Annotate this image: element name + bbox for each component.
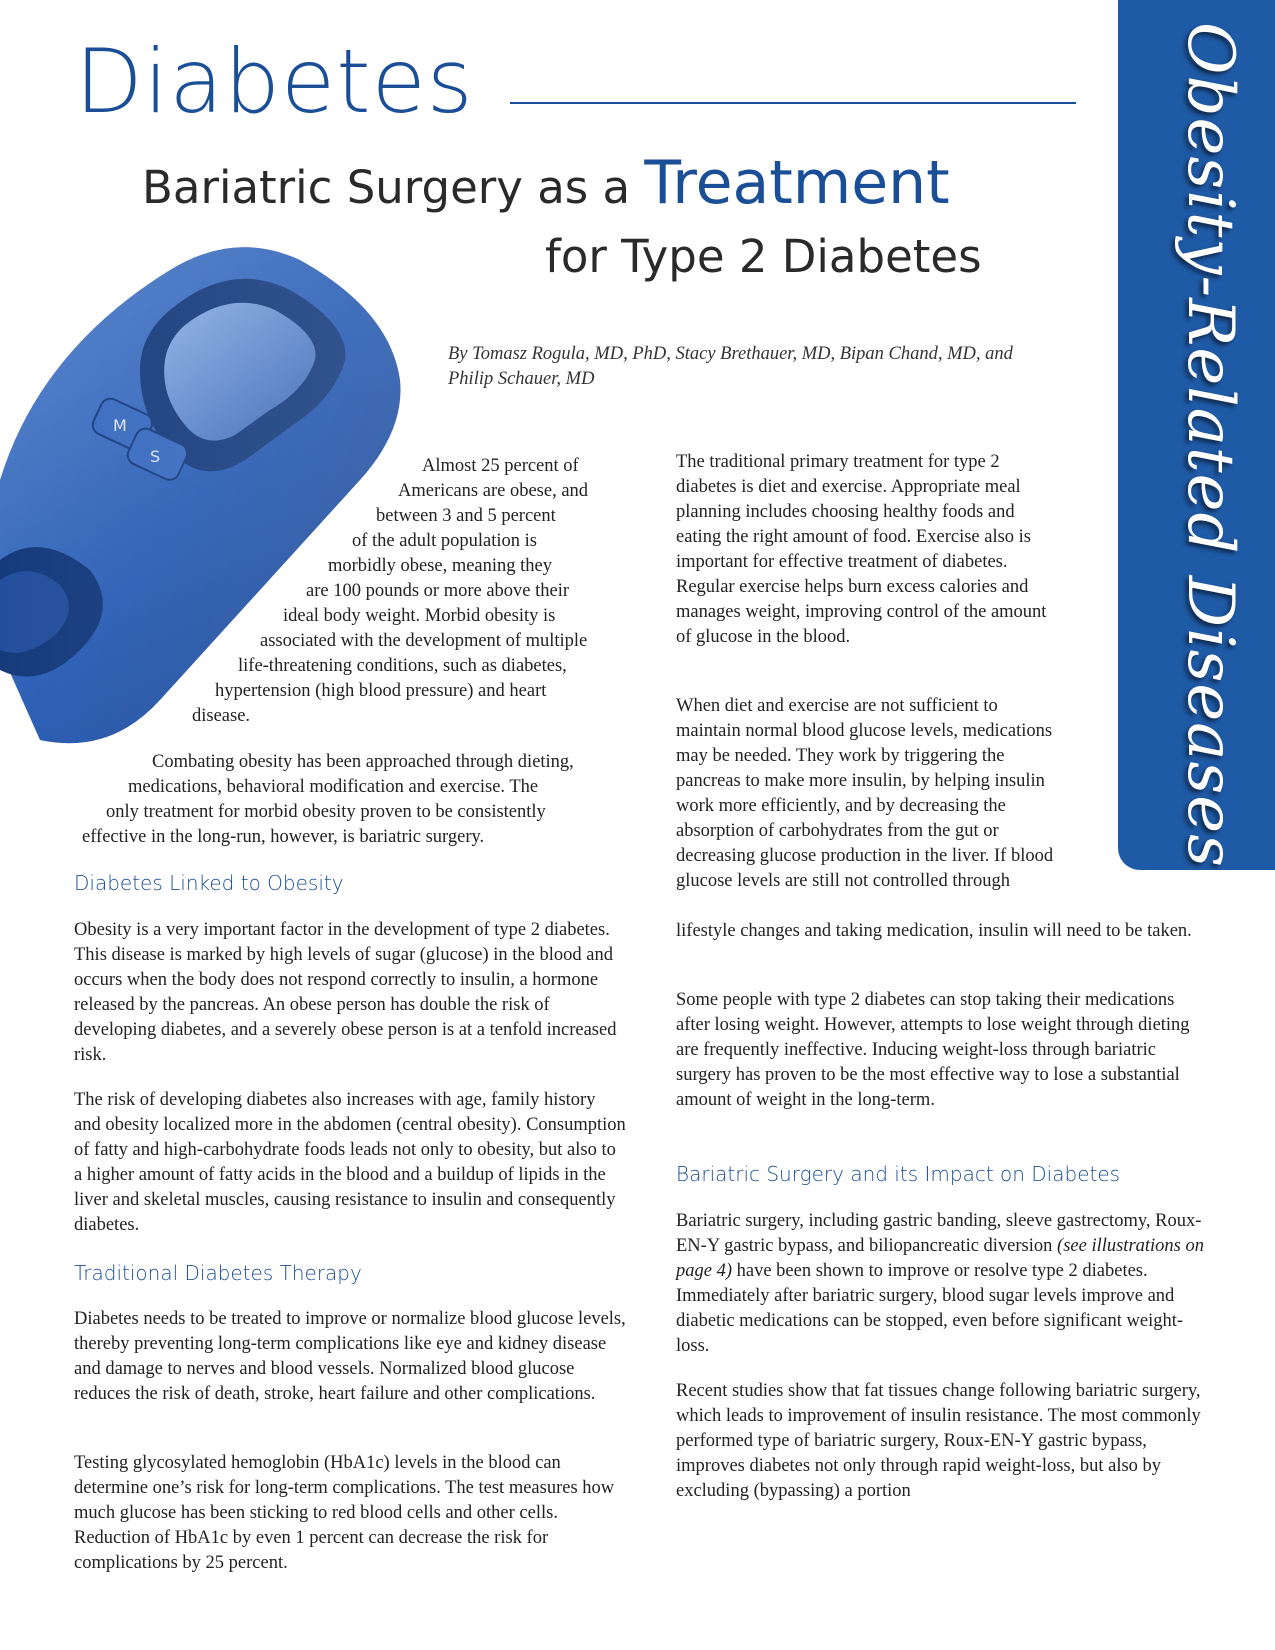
illustration-reference: (see illustrations on page 4): [676, 1236, 1205, 1281]
intro-line: associated with the development of multiple: [260, 631, 588, 651]
author-byline: By Tomasz Rogula, MD, PhD, Stacy Brethauer, MD, Bipan Chand, MD, and Philip Schauer, MD: [448, 344, 1013, 389]
subtitle-line-2: for Type 2 Diabetes: [545, 230, 982, 283]
page-title: Diabetes: [75, 30, 474, 133]
intro-line: effective in the long-run, however, is bariatric surgery.: [82, 827, 485, 847]
paragraph: Diabetes needs to be treated to improve or normalize blood glucose levels, thereby preventing long-term complications like eye and kidney disease and damage to nerves and blood vessels. Normalized blood glucose reduces the risk of death, stroke, heart failure and other complications.: [74, 1309, 626, 1404]
subtitle-pre: Bariatric Surgery as a: [142, 161, 645, 214]
paragraph-text: have been shown to improve or resolve type 2 diabetes. Immediately after bariatric surgery, blood sugar levels improve and diabetic medications can be stopped, even before significant weight-loss.: [676, 1261, 1184, 1356]
heading-traditional-therapy: Traditional Diabetes Therapy: [74, 1261, 362, 1285]
paragraph: When diet and exercise are not sufficient to maintain normal blood glucose levels, medications may be needed. They work by triggering the pancreas to make more insulin, by helping insulin work more efficiently, and by decreasing the absorption of carbohydrates from the gut or decreasing glucose production in the liver. If blood glucose levels are still not controlled through: [676, 696, 1054, 891]
intro-line: only treatment for morbid obesity proven to be consistently: [106, 802, 546, 822]
intro-line: medications, behavioral modification and exercise. The: [128, 777, 539, 797]
intro-line: Combating obesity has been approached through dieting,: [152, 752, 574, 772]
paragraph-text: Bariatric surgery, including gastric banding, sleeve gastrectomy, Roux-EN-Y gastric bypass, and biliopancreatic diversion: [676, 1211, 1202, 1256]
subtitle-line-1: [142, 150, 950, 216]
intro-line: Americans are obese, and: [398, 481, 589, 501]
subtitle-accent: Treatment: [644, 148, 950, 218]
heading-diabetes-linked: Diabetes Linked to Obesity: [74, 871, 344, 895]
paragraph: Recent studies show that fat tissues change following bariatric surgery, which leads to improvement of insulin resistance. The most commonly performed type of bariatric surgery, Roux-EN-Y gastric bypass, improves diabetes not only through rapid weight-loss, but also by excluding (bypassing) a portion: [676, 1381, 1201, 1501]
paragraph: [676, 1209, 1216, 1359]
svg-text:M: M: [113, 416, 127, 435]
paragraph: The traditional primary treatment for type 2 diabetes is diet and exercise. Appropriate meal planning includes choosing healthy foods and eating the right amount of food. Exercise also is important for effective treatment of diabetes. Regular exercise helps burn excess calories and manages weight, improving control of the amount of glucose in the blood.: [676, 452, 1047, 647]
sidebar-label: Obesity-Related Diseases: [1173, 22, 1247, 868]
paragraph: Obesity is a very important factor in the development of type 2 diabetes. This disease is marked by high levels of sugar (glucose) in the blood and occurs when the body does not respond correctly to insulin, a hormone released by the pancreas. An obese person has double the risk of developing diabetes, and a severely obese person is at a tenfold increased risk.: [74, 920, 617, 1065]
intro-line: between 3 and 5 percent: [376, 506, 556, 526]
heading-bariatric-impact: Bariatric Surgery and its Impact on Diabetes: [676, 1162, 1121, 1186]
intro-line: disease.: [192, 706, 251, 726]
svg-text:S: S: [150, 447, 161, 466]
paragraph: The risk of developing diabetes also increases with age, family history and obesity localized more in the abdomen (central obesity). Consumption of fatty and high-carbohydrate foods leads not only to obesity, but also to a higher amount of fatty acids in the blood and a buildup of lipids in the liver and skeletal muscles, causing resistance to insulin and consequently diabetes.: [74, 1090, 626, 1235]
intro-line: morbidly obese, meaning they: [328, 556, 553, 576]
intro-line: Almost 25 percent of: [422, 456, 579, 476]
intro-line: are 100 pounds or more above their: [306, 581, 570, 601]
paragraph: Some people with type 2 diabetes can stop taking their medications after losing weight. However, attempts to lose weight through dieting are frequently ineffective. Inducing weight-loss through bariatric surgery has proven to be the most effective way to lose a substantial amount of weight in the long-term.: [676, 990, 1190, 1110]
intro-line: life-threatening conditions, such as diabetes,: [238, 656, 567, 676]
intro-line: ideal body weight. Morbid obesity is: [283, 606, 556, 626]
paragraph: lifestyle changes and taking medication, insulin will need to be taken.: [676, 921, 1192, 941]
paragraph: Testing glycosylated hemoglobin (HbA1c) levels in the blood can determine one’s risk for long-term complications. The test measures how much glucose has been sticking to red blood cells and other cells. Reduction of HbA1c by even 1 percent can decrease the risk for complications by 25 percent.: [74, 1453, 615, 1573]
title-divider: [510, 102, 1076, 104]
intro-line: hypertension (high blood pressure) and heart: [215, 681, 547, 701]
intro-line: of the adult population is: [352, 531, 537, 551]
